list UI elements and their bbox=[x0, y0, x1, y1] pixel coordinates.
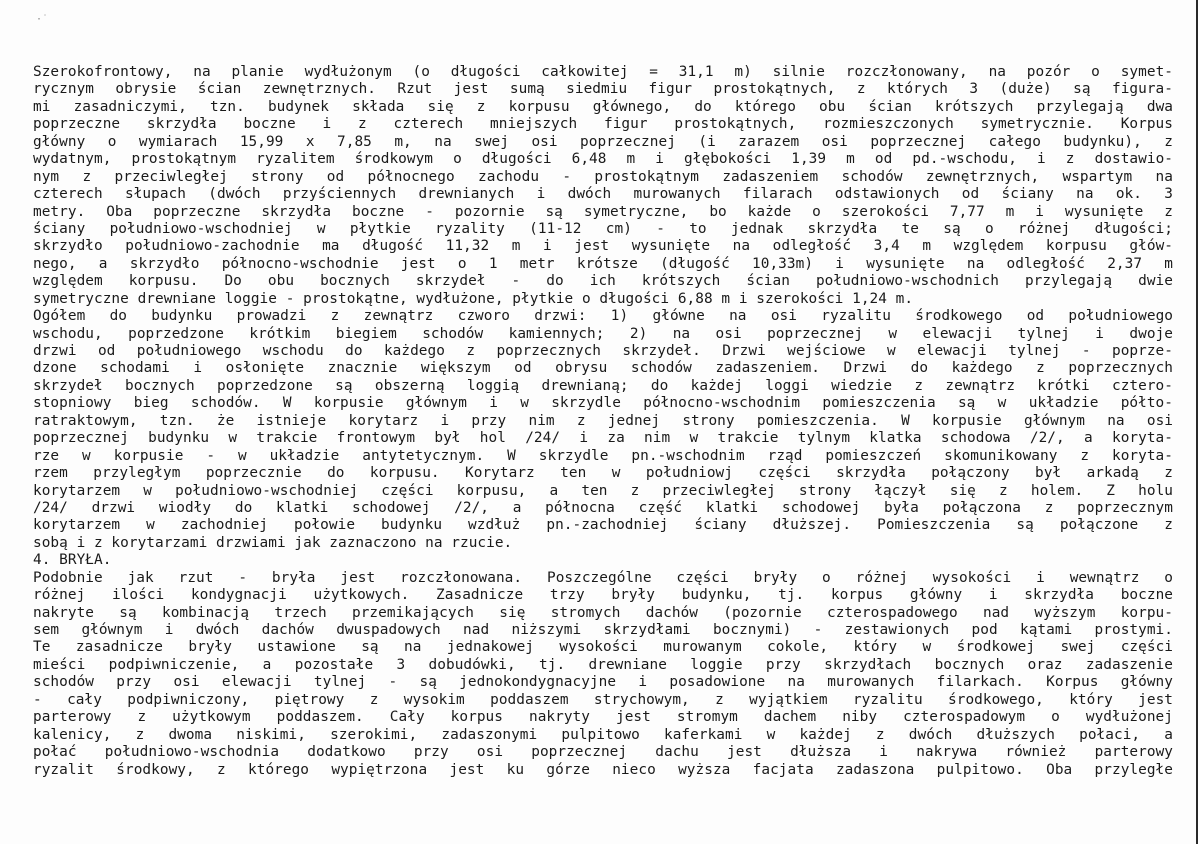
text-line: ratraktowym, tzn. że istnieje korytarz i przy nim z jednej strony pomieszczenia. W korpusie głównym na osi bbox=[33, 412, 1173, 429]
text-line: rze w korpusie - w układzie antytetycznym. W skrzydle pn.-wschodnim rząd pomieszczeń skomunikowany z koryta- bbox=[33, 447, 1173, 464]
text-line: skrzydeł bocznych poprzedzone są obszerną loggią drewnianą; do każdej loggi wiedzie z zewnątrz krótki cztero- bbox=[33, 377, 1173, 394]
text-line: różnej ilości kondygnacji użytkowych. Zasadnicze trzy bryły budynku, tj. korpus główny i skrzydła boczne bbox=[33, 587, 1173, 604]
text-line: dzone schodami i osłonięte znacznie większym od obrysu schodów zadaszeniem. Drzwi do każdego z poprzecznych bbox=[33, 360, 1173, 377]
text-line: skrzydło południowo-zachodnie ma długość 11,32 m i jest wysunięte na odległość 3,4 m względem korpusu głów- bbox=[33, 238, 1173, 255]
text-line: schodów przy osi elewacji tylnej - są jednokondygnacyjne i posadowione na murowanych filarkach. Korpus główny bbox=[33, 674, 1173, 691]
text-line: połać południowo-wschodnia dodatkowo przy osi poprzecznej dachu jest dłuższa i nakrywa również parterowy bbox=[33, 744, 1173, 761]
text-line: wschodu, poprzedzone krótkim biegiem schodów kamiennych; 2) na osi poprzecznej w elewacji tylnej i dwoje bbox=[33, 325, 1173, 342]
text-line: nym z przeciwległej strony od północnego zachodu - prostokątnym zadaszeniem schodów zewnętrznych, wspartym na bbox=[33, 168, 1173, 185]
scan-speck-mark: ·˙ bbox=[36, 14, 49, 25]
text-line: nego, a skrzydło północno-wschodnie jest o 1 metr krótsze (długość 10,33m) i wysunięte na odległość 2,37 m bbox=[33, 255, 1173, 272]
text-line: nakryte są kombinacją trzech przemikających się stromych dachów (pozornie czterospadowego nad wyższym korpu- bbox=[33, 604, 1173, 621]
text-line: względem korpusu. Do obu bocznych skrzydeł - do ich krótszych ścian południowo-wschodnich przylegają dwie bbox=[33, 273, 1173, 290]
text-line: ściany południowo-wschodniej w płytkie ryzality (11-12 cm) - to jednak skrzydła te są o różnej długości; bbox=[33, 220, 1173, 237]
text-line: wydatnym, prostokątnym ryzalitem środkowym o długości 6,48 m i głębokości 1,39 m od pd.-wschodu, i z dostawio- bbox=[33, 151, 1173, 168]
text-line: - cały podpiwniczony, piętrowy z wysokim poddaszem strychowym, z wyjątkiem ryzalitu środkowego, który jest bbox=[33, 691, 1173, 708]
text-line: 4. BRYŁA. bbox=[33, 552, 112, 569]
text-line: stopniowy bieg schodów. W korpusie głównym i w skrzydle północno-wschodnim pomieszczenia są w układzie półto- bbox=[33, 395, 1173, 412]
text-line: /24/ drzwi wiodły do klatki schodowej /2/, a północna część klatki schodowej była połączona z poprzecznym bbox=[33, 499, 1173, 516]
text-line: Ogółem do budynku prowadzi z zewnątrz czworo drzwi: 1) główne na osi ryzalitu środkowego od południowego bbox=[33, 308, 1173, 325]
text-line: mieści podpiwniczenie, a pozostałe 3 dobudówki, tj. drewniane loggie przy skrzydłach bocznych oraz zadaszenie bbox=[33, 656, 1173, 673]
text-line: symetryczne drewniane loggie - prostokątne, wydłużone, płytkie o długości 6,88 m i szerokości 1,24 m. bbox=[33, 290, 914, 307]
text-line: ryzalit środkowy, z którego wypiętrzona jest ku górze nieco wyższa facjata zadaszona pulpitowo. Oba przyległe bbox=[33, 761, 1173, 778]
text-line: poprzeczne skrzydła boczne i z czterech mniejszych figur prostokątnych, rozmieszczonych symetrycznie. Korpus bbox=[33, 116, 1173, 133]
text-line: czterech słupach (dwóch przyściennych drewnianych i dwóch murowanych filarach odstawionych od ściany na ok. 3 bbox=[33, 186, 1173, 203]
document-body-text bbox=[33, 64, 1173, 779]
text-line: drzwi od południowego wschodu do każdego z poprzecznych skrzydeł. Drzwi wejściowe w elewacji tylnej - poprze- bbox=[33, 343, 1173, 359]
text-line: sobą i z korytarzami drzwiami jak zaznaczono na rzucie. bbox=[33, 534, 513, 551]
text-line: poprzecznej budynku w trakcie frontowym był hol /24/ i za nim w trakcie tylnym klatka schodowa /2/, a koryta- bbox=[33, 430, 1173, 447]
text-line: kalenicy, z dwoma niskimi, szerokimi, zadaszonymi pulpitowo kaferkami w każdej z dwóch dłuższych połaci, a bbox=[33, 726, 1173, 743]
text-line: rzem przyległym poprzecznie do korpusu. Korytarz ten w południowj części skrzydła połączony był arkadą z bbox=[33, 465, 1173, 482]
text-line: korytarzem w zachodniej połowie budynku wzdłuż pn.-zachodniej ściany dłuższej. Pomieszczenia są połączone z bbox=[33, 517, 1173, 534]
text-line: Szerokofrontowy, na planie wydłużonym (o długości całkowitej = 31,1 m) silnie rozczłonowany, na pozór o symet- bbox=[33, 64, 1173, 80]
text-line: rycznym obrysie ścian zewnętrznych. Rzut jest sumą siedmiu figur prostokątnych, z których 3 (duże) są figura- bbox=[33, 81, 1173, 98]
text-line: Podobnie jak rzut - bryła jest rozczłonowana. Poszczególne części bryły o różnej wysokości i wewnątrz o bbox=[33, 569, 1173, 586]
text-line: mi zasadniczymi, tzn. budynek składa się z korpusu głównego, do którego obu ścian krótszych przylegają dwa bbox=[33, 98, 1173, 115]
text-line: parterowy z użytkowym poddaszem. Cały korpus nakryty jest stromym dachem niby czterospadowym o wydłużonej bbox=[33, 709, 1173, 726]
text-line: sem głównym i dwóch dachów dwuspadowych nad niższymi skrzydłami bocznymi) - zestawionych pod kątami prostymi. bbox=[33, 622, 1173, 638]
text-line: Te zasadnicze bryły ustawione są na jednakowej wysokości murowanym cokole, który w środkowej swej części bbox=[33, 639, 1173, 656]
text-line: metry. Oba poprzeczne skrzydła boczne - pozornie są symetryczne, bo każde o szerokości 7,77 m i wysunięte z bbox=[33, 203, 1173, 220]
text-line: korytarzem w południowo-wschodniej części korpusu, a ten z przeciwległej strony łączył się z holem. Z holu bbox=[33, 482, 1173, 499]
text-line: główny o wymiarach 15,99 x 7,85 m, na swej osi poprzecznej (i zarazem osi poprzecznej całego budynku), z bbox=[33, 133, 1173, 150]
